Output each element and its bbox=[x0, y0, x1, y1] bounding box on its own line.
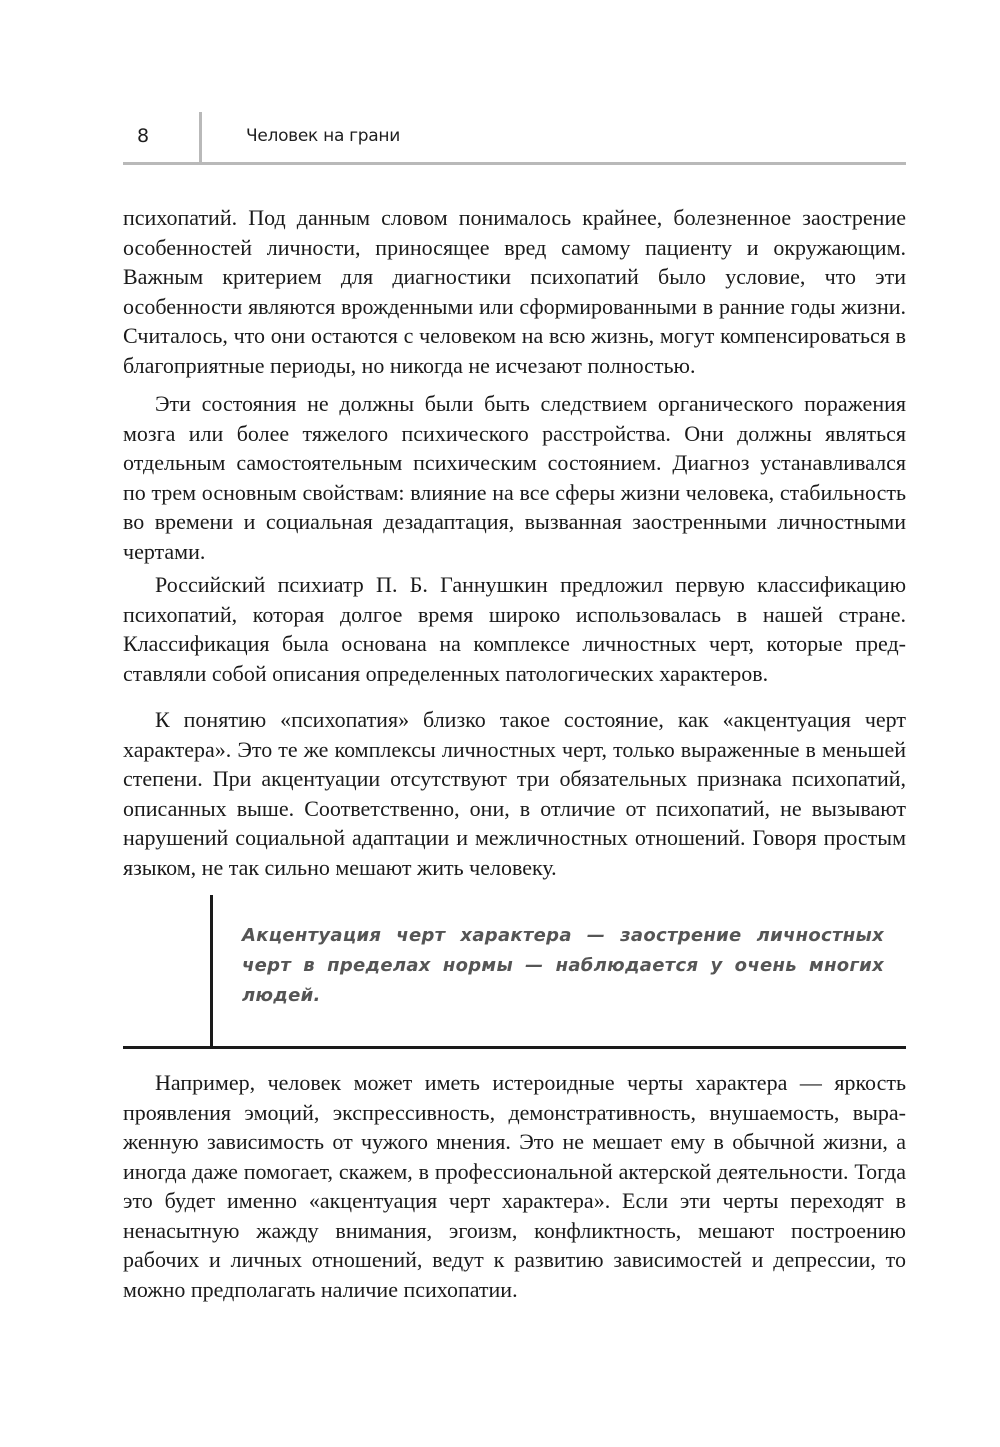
header-divider bbox=[199, 112, 202, 164]
paragraph-text: Эти состояния не должны были быть следствием органического поражения мозга или более тяжелого психического расстройства. Они должны являться отдельным самостоятельным психическим состоянием. Диагноз устанавливался по трем основным свойствам: влияние на все сферы жизни человека, стабильность во времени и социальная дезадаптация, вызванная заостренными личностными чертами. bbox=[123, 391, 906, 564]
paragraph-continuation bbox=[123, 203, 906, 380]
pull-quote-text: Акцентуация черт характера — заострение личностных черт в пределах нормы — наблюдается у очень многих людей. bbox=[242, 925, 884, 1006]
paragraph-text: Например, человек может иметь истероидные черты характера — яркость проявления эмоций, экспрессивность, демонстративность, внушаемость, выраженную зависимость от чужого мнения. Это не мешает ему в обычной жизни, а иногда даже помогает, скажем, в профессиональной актерской деятельности. Тогда это будет именно «акцентуация черт характера». Если эти черты переходят в ненасытную жажду внимания, эгоизм, конфликтность, мешают построению рабочих и личных отношений, ведут к развитию зависимостей и депрессии, то можно предполагать наличие психопатии. bbox=[123, 1070, 906, 1302]
paragraph-organic-causes bbox=[123, 389, 906, 566]
running-title: Человек на грани bbox=[246, 126, 400, 146]
paragraph-text: К понятию «психопатия» близко такое состояние, как «акцентуация черт характера». Это те же комплексы личностных черт, только выраженные в меньшей степени. При акцентуации отсутствуют три обязательных признака психопатий, описанных выше. Соответственно, они, в отличие от психопатий, не вызывают нарушений социальной адаптации и межличностных отношений. Говоря простым языком, не так сильно мешают жить человеку. bbox=[123, 707, 906, 880]
paragraph-text: психопатий. Под данным словом понималось крайнее, болезненное заострение особенностей личности, приносящее вред самому пациенту и окружающим. Важным критерием для диагностики психопатий было условие, что эти особенности являются врожденными или сформированными в ранние годы жизни. Считалось, что они остаются с человеком на всю жизнь, могут компенсироваться в благоприятные периоды, но никогда не исчезают полностью. bbox=[123, 205, 906, 378]
running-header bbox=[123, 112, 906, 165]
page-number: 8 bbox=[137, 125, 150, 147]
pull-quote-bar bbox=[210, 895, 213, 1049]
paragraph-accentuation bbox=[123, 705, 906, 882]
paragraph-text: Российский психиатр П. Б. Ганнушкин предложил первую классификацию психопатий, которая долгое время широко использовалась в нашей стране. Классификация была основана на комплексе личностных черт, которые представляли собой описания определенных патологических характеров. bbox=[123, 572, 906, 686]
paragraph-gannushkin bbox=[123, 570, 906, 688]
paragraph-hysteroid-example bbox=[123, 1068, 906, 1304]
pull-quote bbox=[123, 895, 906, 1049]
